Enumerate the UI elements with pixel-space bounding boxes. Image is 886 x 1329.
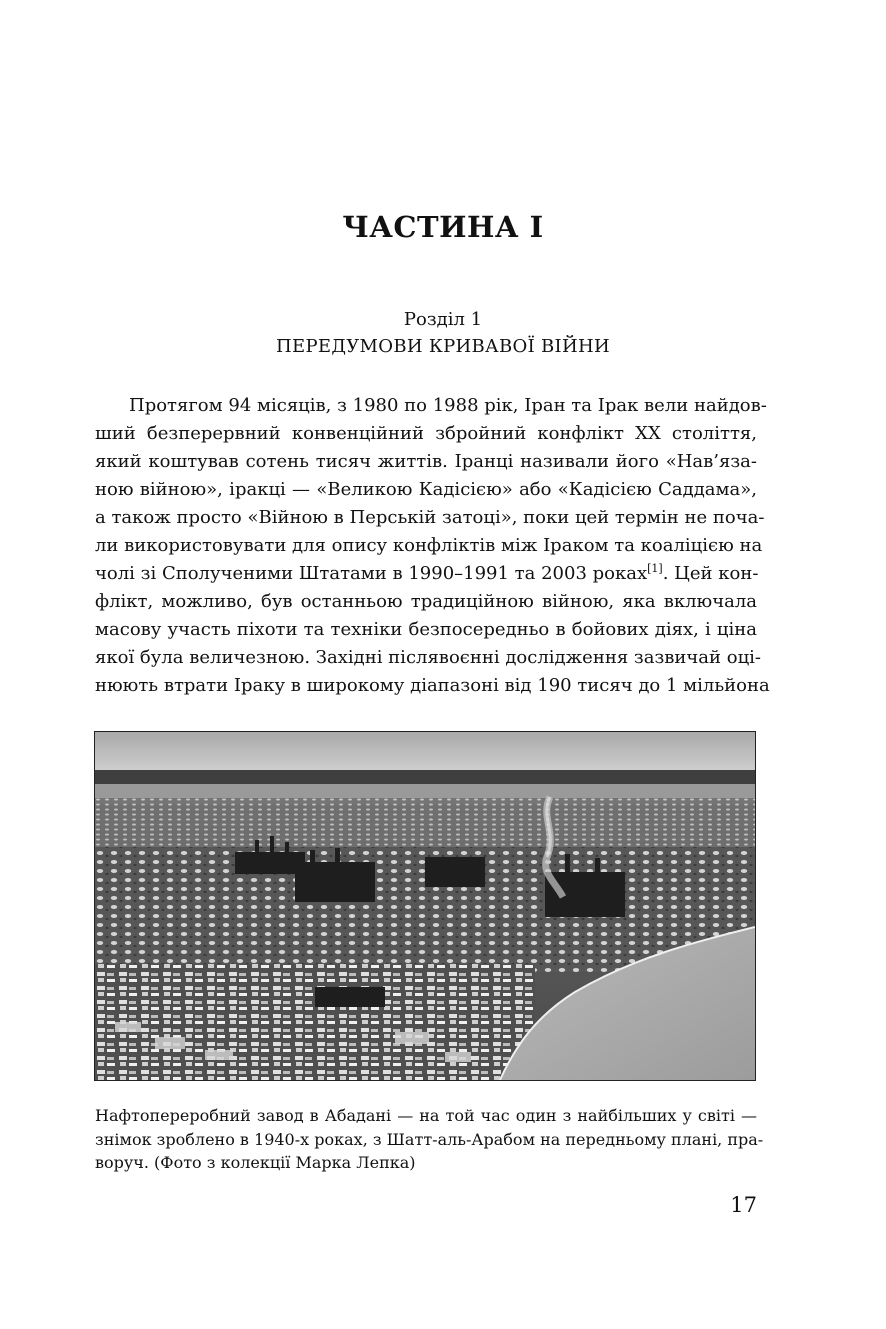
body-line-with-footnote [95,560,757,588]
photo-caption [95,1104,764,1175]
body-line: ли використовувати для опису конфліктів між Іраком та коаліцією на [95,535,763,556]
body-line: ною війною», іракці — «Великою Кадісією» або «Кадісією Саддама», [95,479,757,500]
body-line: який коштував сотень тисяч життів. Іранці називали його «Нав’яза- [95,451,757,472]
chapter-title: ПЕРЕДУМОВИ КРИВАВОЇ ВІЙНИ [276,336,610,357]
body-line-text: чолі зі Сполученими Штатами в 1990–1991 та 2003 роках [95,563,648,584]
caption-line: Нафтопереробний завод в Абадані — на той час один з найбільших у світі — [95,1106,757,1125]
caption-line: воруч. (Фото з колекції Марка Лепка) [95,1153,416,1172]
page-number: 17 [730,1193,757,1217]
refinery-photo [94,731,756,1081]
body-line-tail: . Цей кон- [662,563,759,584]
body-line: нюють втрати Іраку в широкому діапазоні від 190 тисяч до 1 мільйона [95,675,770,696]
body-paragraph [95,392,770,700]
body-line: флікт, можливо, був останньою традиційною війною, яка включала [95,591,757,612]
body-line: ший безперервний конвенційний збройний конфлікт XX століття, [95,423,757,444]
chapter-number: Розділ 1 [403,309,483,330]
footnote-reference[interactable]: [1] [647,562,663,575]
body-line: масову участь піхоти та техніки безпосередньо в бойових діях, і ціна [95,619,757,640]
body-line: якої була величезною. Західні післявоєнні дослідження зазвичай оці- [95,647,761,668]
caption-line: знімок зроблено в 1940-х роках, з Шатт-аль-Арабом на передньому плані, пра- [95,1129,764,1149]
body-line: а також просто «Війною в Перській затоці», поки цей термін не поча- [95,507,765,528]
part-title: ЧАСТИНА І [342,210,544,244]
body-line: Протягом 94 місяців, з 1980 по 1988 рік, Іран та Ірак вели найдов- [129,395,767,416]
